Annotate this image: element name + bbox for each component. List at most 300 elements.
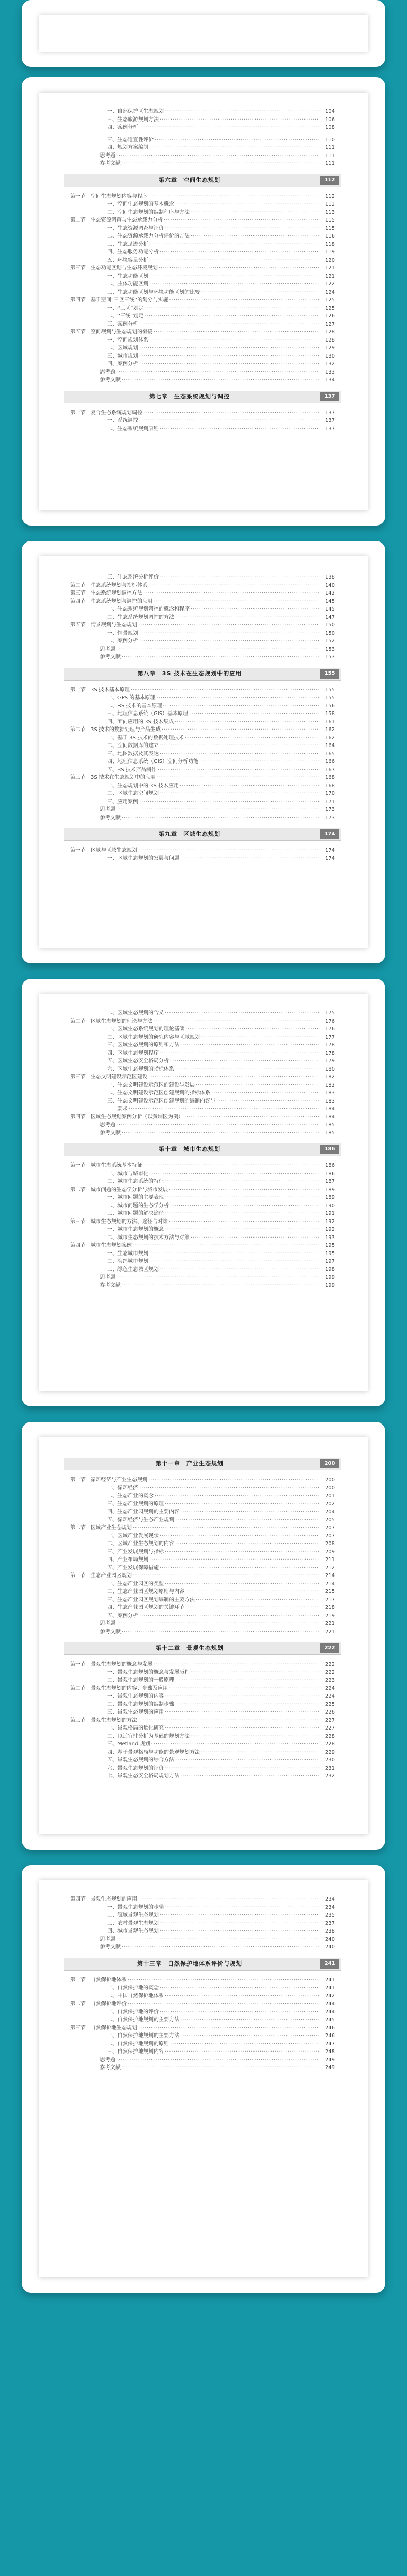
toc-leader-dots xyxy=(175,614,319,621)
toc-subsection-entry[interactable] xyxy=(70,1613,335,1620)
chapter-heading[interactable] xyxy=(64,828,341,841)
toc-leader-dots xyxy=(199,758,319,766)
toc-entry-label: 第二节 城市问题的生态学分析与城市发展 xyxy=(70,1187,168,1193)
toc-subsection-entry[interactable] xyxy=(70,1082,335,1089)
toc-entry-page-number: 121 xyxy=(325,273,335,279)
toc-subsection-entry[interactable] xyxy=(70,1171,335,1178)
toc-entry-label: 参考文献 xyxy=(100,1282,121,1289)
toc-subsection-entry[interactable] xyxy=(70,273,335,280)
toc-reference-entry[interactable] xyxy=(70,369,335,376)
toc-subsection-entry[interactable] xyxy=(70,1588,335,1596)
toc-entry-page-number: 241 xyxy=(325,1985,335,1991)
toc-section-entry[interactable] xyxy=(70,217,335,224)
toc-section-entry[interactable] xyxy=(70,687,335,694)
toc-entry-label: 二、景观生态规划的一般原理 xyxy=(107,1677,174,1683)
toc-entry-page-number: 241 xyxy=(325,1977,335,1983)
toc-entry-page-number: 164 xyxy=(325,743,335,749)
toc-subsection-entry[interactable] xyxy=(70,1485,335,1492)
toc-subsection-entry[interactable] xyxy=(70,321,335,328)
toc-entry-page-number: 153 xyxy=(325,646,335,652)
toc-leader-dots xyxy=(191,606,319,613)
toc-entry-page-number: 126 xyxy=(325,313,335,319)
toc-subsection-entry[interactable] xyxy=(70,345,335,352)
toc-leader-dots xyxy=(128,1977,319,1984)
toc-subsection-entry[interactable] xyxy=(70,719,335,726)
toc-entry-label: 思考题 xyxy=(100,1621,115,1626)
toc-subsection-entry[interactable] xyxy=(70,1669,335,1676)
toc-entry-label: 第四节 城市生态规划案例 xyxy=(70,1243,132,1248)
toc-subsection-entry[interactable] xyxy=(70,124,335,131)
toc-reference-entry[interactable] xyxy=(70,815,335,822)
toc-subsection-entry[interactable] xyxy=(70,417,335,425)
toc-subsection-entry[interactable] xyxy=(70,694,335,702)
toc-section-entry[interactable] xyxy=(70,1717,335,1724)
toc-subsection-entry[interactable] xyxy=(70,1597,335,1604)
toc-subsection-entry[interactable] xyxy=(70,710,335,718)
toc-entry-page-number: 186 xyxy=(325,1171,335,1177)
toc-subsection-entry[interactable] xyxy=(70,1677,335,1684)
toc-subsection-entry[interactable] xyxy=(70,1226,335,1233)
toc-entry-page-number: 224 xyxy=(325,1685,335,1691)
toc-subsection-entry[interactable] xyxy=(70,1258,335,1265)
toc-reference-entry[interactable] xyxy=(70,2057,335,2064)
toc-subsection-entry[interactable] xyxy=(70,249,335,256)
toc-subsection-entry[interactable] xyxy=(70,144,335,151)
toc-section-entry[interactable] xyxy=(70,297,335,304)
toc-subsection-entry[interactable] xyxy=(70,1928,335,1935)
toc-leader-dots xyxy=(165,1226,319,1233)
toc-reference-entry[interactable] xyxy=(70,2064,335,2072)
toc-subsection-entry[interactable] xyxy=(70,1098,335,1105)
toc-subsection-entry[interactable] xyxy=(70,1178,335,1185)
toc-leader-dots xyxy=(160,1920,319,1927)
toc-subsection-entry[interactable] xyxy=(70,1266,335,1274)
toc-entry-page-number: 104 xyxy=(325,109,335,114)
toc-subsection-entry[interactable] xyxy=(70,1773,335,1780)
toc-leader-dots xyxy=(175,1677,319,1684)
toc-leader-dots xyxy=(116,1274,319,1281)
chapter-page-number: 155 xyxy=(320,669,339,679)
toc-subsection-entry[interactable] xyxy=(70,1709,335,1716)
chapter-title: 第九章 区域生态规划 xyxy=(159,831,221,837)
toc-subsection-entry[interactable] xyxy=(70,1066,335,1073)
toc-entry-label: 参考文献 xyxy=(100,1944,121,1950)
toc-entry-label: 参考文献 xyxy=(100,377,121,383)
toc-leader-dots xyxy=(116,369,319,376)
toc-entry-label: 一、情景规划 xyxy=(107,630,138,636)
toc-entry-page-number: 162 xyxy=(325,727,335,733)
toc-subsection-entry[interactable] xyxy=(70,289,335,296)
toc-entry-label: 二、区域生态规划的含义 xyxy=(107,1010,164,1016)
toc-subsection-entry[interactable] xyxy=(70,606,335,613)
toc-subsection-entry[interactable] xyxy=(70,1509,335,1516)
toc-subsection-entry[interactable] xyxy=(70,1912,335,1919)
toc-subsection-entry[interactable] xyxy=(70,1234,335,1242)
toc-entry-label: 要求 xyxy=(107,1106,128,1112)
toc-reference-entry[interactable] xyxy=(70,1122,335,1129)
toc-entry-page-number: 205 xyxy=(325,1517,335,1523)
toc-subsection-entry[interactable] xyxy=(70,2009,335,2016)
toc-subsection-entry[interactable] xyxy=(70,337,335,344)
toc-section-entry[interactable] xyxy=(70,410,335,417)
toc-leader-dots xyxy=(139,1613,319,1620)
toc-entry-page-number: 173 xyxy=(325,807,335,812)
toc-section-entry[interactable] xyxy=(70,2001,335,2008)
toc-leader-dots xyxy=(175,1757,319,1764)
toc-leader-dots xyxy=(165,1725,319,1732)
toc-subsection-entry[interactable] xyxy=(70,783,335,790)
toc-leader-dots xyxy=(138,1717,319,1724)
toc-subsection-entry[interactable] xyxy=(70,1549,335,1556)
toc-section-entry[interactable] xyxy=(70,193,335,200)
toc-reference-entry[interactable] xyxy=(70,377,335,384)
toc-section-entry[interactable] xyxy=(70,329,335,336)
toc-subsection-entry[interactable] xyxy=(70,1010,335,1017)
toc-entry-page-number: 137 xyxy=(325,418,335,423)
toc-subsection-entry[interactable] xyxy=(70,209,335,216)
toc-subsection-entry[interactable] xyxy=(70,630,335,637)
toc-subsection-entry[interactable] xyxy=(70,790,335,798)
toc-subsection-entry[interactable] xyxy=(70,1210,335,1217)
toc-entry-label: 第三节 景观生态规划的方法 xyxy=(70,1717,137,1723)
toc-leader-dots xyxy=(122,815,319,822)
toc-subsection-entry[interactable] xyxy=(70,257,335,264)
toc-entry-label: 第一节 循环经济与产业生态规划 xyxy=(70,1477,147,1483)
toc-subsection-entry[interactable] xyxy=(70,2016,335,2024)
toc-entry-page-number: 137 xyxy=(325,426,335,432)
toc-entry-label: 第四节 生态系统规划与调控的应用 xyxy=(70,598,152,604)
toc-leader-dots xyxy=(165,1581,319,1588)
toc-entry-label: 四、规划方案编制 xyxy=(107,145,148,150)
toc-reference-entry[interactable] xyxy=(70,1629,335,1636)
toc-subsection-entry[interactable] xyxy=(70,799,335,806)
toc-section-entry[interactable] xyxy=(70,1114,335,1121)
toc-entry-label: 四、城市景观生态规划 xyxy=(107,1928,159,1934)
toc-entry-label: 二、城市生态规划的技术方法与对策 xyxy=(107,1234,190,1241)
toc-entry-label: 二、生态文明建设示范区创建规划的指标体系 xyxy=(107,1090,210,1096)
toc-page-frame-2 xyxy=(22,77,385,526)
toc-entry-page-number: 200 xyxy=(325,1477,335,1483)
toc-entry-label: 五、产业发展保障措施 xyxy=(107,1565,159,1571)
toc-subsection-entry[interactable] xyxy=(70,361,335,368)
toc-entry-page-number: 115 xyxy=(325,225,335,231)
toc-entry-page-number: 111 xyxy=(325,152,335,159)
toc-section-entry[interactable] xyxy=(70,1187,335,1194)
toc-section-entry[interactable] xyxy=(70,590,335,597)
toc-entry-page-number: 207 xyxy=(325,1533,335,1539)
toc-subsection-entry[interactable] xyxy=(70,1725,335,1732)
toc-reference-entry[interactable] xyxy=(70,806,335,814)
toc-section-entry[interactable] xyxy=(70,847,335,854)
toc-leader-dots xyxy=(185,1026,319,1033)
toc-entry-page-number: 202 xyxy=(325,1501,335,1507)
toc-subsection-entry[interactable] xyxy=(70,426,335,433)
toc-entry-page-number: 171 xyxy=(325,799,335,805)
toc-subsection-entry[interactable] xyxy=(70,116,335,124)
toc-entry-label: 四、生态产业园区规划的关键环节 xyxy=(107,1605,184,1611)
toc-subsection-entry[interactable] xyxy=(70,1733,335,1740)
toc-section-entry[interactable] xyxy=(70,2025,335,2032)
toc-reference-entry[interactable] xyxy=(70,160,335,167)
toc-leader-dots xyxy=(160,249,319,256)
toc-subsection-entry[interactable] xyxy=(70,313,335,320)
toc-leader-dots xyxy=(175,1066,319,1073)
chapter-page-number: 112 xyxy=(320,176,339,185)
toc-subsection-entry[interactable] xyxy=(70,703,335,710)
toc-subsection-entry[interactable] xyxy=(70,1741,335,1748)
toc-entry-label: 思考题 xyxy=(100,1936,115,1942)
toc-section-entry[interactable] xyxy=(70,726,335,734)
toc-subsection-entry[interactable] xyxy=(70,241,335,248)
toc-page-3 xyxy=(39,556,368,948)
toc-subsection-entry[interactable] xyxy=(70,1540,335,1548)
toc-subsection-entry[interactable] xyxy=(70,1042,335,1049)
toc-subsection-entry[interactable] xyxy=(70,353,335,360)
toc-subsection-entry[interactable] xyxy=(70,1026,335,1033)
toc-entry-page-number: 168 xyxy=(325,775,335,781)
toc-leader-dots xyxy=(165,1549,319,1556)
toc-entry-page-number: 238 xyxy=(325,1928,335,1934)
toc-leader-dots xyxy=(139,799,319,806)
toc-entry-label: 第二节 景观生态规划的内容、步骤及应用 xyxy=(70,1685,168,1691)
toc-subsection-entry[interactable] xyxy=(70,281,335,288)
toc-subsection-entry[interactable] xyxy=(70,1106,335,1113)
toc-subsection-entry[interactable] xyxy=(70,574,335,581)
toc-subsection-entry[interactable] xyxy=(70,1501,335,1508)
toc-section-entry[interactable] xyxy=(70,1074,335,1081)
toc-entry-page-number: 195 xyxy=(325,1250,335,1257)
toc-leader-dots xyxy=(133,1242,319,1249)
toc-subsection-entry[interactable] xyxy=(70,2048,335,2056)
toc-entry-label: 第五节 空间规划与生态规划的衔接 xyxy=(70,329,152,335)
toc-entry-page-number: 106 xyxy=(325,116,335,123)
toc-entry-page-number: 178 xyxy=(325,1042,335,1048)
toc-subsection-entry[interactable] xyxy=(70,1556,335,1564)
toc-entry-page-number: 128 xyxy=(325,337,335,343)
toc-reference-entry[interactable] xyxy=(70,1936,335,1943)
toc-section-entry[interactable] xyxy=(70,1977,335,1984)
toc-subsection-entry[interactable] xyxy=(70,614,335,621)
toc-entry-label: 四、面向应用的 3S 技术集成 xyxy=(107,719,174,725)
toc-leader-dots xyxy=(180,783,319,790)
toc-entry-page-number: 201 xyxy=(325,1493,335,1499)
toc-section-entry[interactable] xyxy=(70,1242,335,1249)
toc-section-entry[interactable] xyxy=(70,1572,335,1580)
toc-leader-dots xyxy=(139,124,319,131)
toc-section-entry[interactable] xyxy=(70,1162,335,1170)
toc-entry-page-number: 248 xyxy=(325,2049,335,2055)
toc-section-entry[interactable] xyxy=(70,1477,335,1484)
toc-subsection-entry[interactable] xyxy=(70,1194,335,1201)
toc-subsection-entry[interactable] xyxy=(70,638,335,645)
toc-entry-page-number: 237 xyxy=(325,1920,335,1926)
toc-subsection-entry[interactable] xyxy=(70,1749,335,1756)
toc-subsection-entry[interactable] xyxy=(70,1493,335,1500)
toc-subsection-entry[interactable] xyxy=(70,751,335,758)
toc-leader-dots xyxy=(165,1904,319,1911)
toc-subsection-entry[interactable] xyxy=(70,1517,335,1524)
toc-leader-dots xyxy=(155,1493,319,1500)
toc-leader-dots xyxy=(160,751,319,758)
chapter-heading[interactable] xyxy=(64,1642,341,1655)
toc-entry-label: 五、循环经济与生态产业规划 xyxy=(107,1517,174,1523)
toc-leader-dots xyxy=(148,1477,319,1484)
toc-subsection-entry[interactable] xyxy=(70,1250,335,1258)
toc-subsection-entry[interactable] xyxy=(70,1985,335,1992)
toc-entry-page-number: 113 xyxy=(325,209,335,215)
toc-reference-entry[interactable] xyxy=(70,654,335,661)
toc-entry-label: 三、生态文明建设示范区创建规划的编制内容与 xyxy=(107,1098,215,1104)
toc-subsection-entry[interactable] xyxy=(70,137,335,144)
toc-subsection-entry[interactable] xyxy=(70,225,335,232)
toc-section-entry[interactable] xyxy=(70,1218,335,1226)
toc-subsection-entry[interactable] xyxy=(70,2032,335,2040)
toc-entry-label: 一、区域生态系统规划的理论基础 xyxy=(107,1026,184,1032)
toc-section-entry[interactable] xyxy=(70,1661,335,1668)
toc-subsection-entry[interactable] xyxy=(70,201,335,208)
toc-entry-page-number: 177 xyxy=(325,1034,335,1040)
toc-leader-dots xyxy=(149,144,319,151)
toc-reference-entry[interactable] xyxy=(70,1620,335,1628)
toc-entry-label: 参考文献 xyxy=(100,161,121,166)
toc-leader-dots xyxy=(116,152,319,160)
toc-entry-label: 三、城市规划 xyxy=(107,353,138,359)
toc-entry-page-number: 147 xyxy=(325,614,335,620)
toc-entry-page-number: 128 xyxy=(325,329,335,335)
toc-subsection-entry[interactable] xyxy=(70,1565,335,1572)
toc-reference-entry[interactable] xyxy=(70,152,335,160)
toc-subsection-entry[interactable] xyxy=(70,1533,335,1540)
toc-entry-page-number: 180 xyxy=(325,1066,335,1072)
toc-subsection-entry[interactable] xyxy=(70,1581,335,1588)
toc-subsection-entry[interactable] xyxy=(70,1765,335,1772)
toc-entry-label: 第三节 生态功能区划与生态环境规划 xyxy=(70,265,158,271)
chapter-heading[interactable] xyxy=(64,1458,341,1470)
toc-subsection-entry[interactable] xyxy=(70,1050,335,1057)
toc-subsection-entry[interactable] xyxy=(70,1202,335,1210)
toc-entry-label: 三、生态产业园区规划编制的主要方法 xyxy=(107,1597,195,1603)
toc-entry-page-number: 185 xyxy=(325,1122,335,1128)
toc-leader-dots xyxy=(165,1693,319,1700)
toc-subsection-entry[interactable] xyxy=(70,108,335,115)
toc-leader-dots xyxy=(165,1010,319,1017)
toc-subsection-entry[interactable] xyxy=(70,1757,335,1764)
toc-page-frame-1 xyxy=(22,0,385,67)
toc-section-entry[interactable] xyxy=(70,1524,335,1532)
chapter-heading[interactable] xyxy=(64,1143,341,1156)
toc-subsection-entry[interactable] xyxy=(70,1904,335,1911)
toc-entry-page-number: 111 xyxy=(325,161,335,166)
toc-subsection-entry[interactable] xyxy=(70,758,335,766)
toc-section-entry[interactable] xyxy=(70,1685,335,1692)
toc-section-entry[interactable] xyxy=(70,774,335,782)
toc-entry-label: 思考题 xyxy=(100,152,115,159)
toc-entry-label: 三、区域生态规划的原则和方法 xyxy=(107,1042,179,1048)
toc-subsection-entry[interactable] xyxy=(70,855,335,862)
toc-leader-dots xyxy=(160,1266,319,1274)
toc-entry-page-number: 191 xyxy=(325,1211,335,1216)
toc-entry-page-number: 212 xyxy=(325,1565,335,1571)
toc-leader-dots xyxy=(128,2001,319,2008)
toc-subsection-entry[interactable] xyxy=(70,305,335,312)
toc-reference-entry[interactable] xyxy=(70,646,335,653)
chapter-heading[interactable] xyxy=(64,1958,341,1971)
toc-entry-page-number: 140 xyxy=(325,582,335,588)
toc-entry-label: 一、城市问题的主要表现 xyxy=(107,1195,164,1200)
toc-entry-page-number: 240 xyxy=(325,1944,335,1950)
toc-subsection-entry[interactable] xyxy=(70,1701,335,1708)
toc-entry-label: 一、空间规划体系 xyxy=(107,337,148,343)
toc-leader-dots xyxy=(143,590,319,597)
chapter-heading[interactable] xyxy=(64,174,341,187)
toc-entry-page-number: 247 xyxy=(325,2041,335,2047)
toc-section-entry[interactable] xyxy=(70,265,335,272)
toc-leader-dots xyxy=(158,767,319,774)
toc-entry-label: 三、案例分析 xyxy=(107,321,138,327)
toc-subsection-entry[interactable] xyxy=(70,1058,335,1065)
toc-reference-entry[interactable] xyxy=(70,1282,335,1290)
toc-entry-page-number: 189 xyxy=(325,1187,335,1193)
toc-leader-dots xyxy=(160,426,319,433)
toc-leader-dots xyxy=(196,1082,319,1089)
toc-entry-page-number: 185 xyxy=(325,1130,335,1136)
chapter-heading[interactable] xyxy=(64,668,341,681)
toc-entry-page-number: 199 xyxy=(325,1275,335,1280)
chapter-heading[interactable] xyxy=(64,391,341,403)
toc-section-entry[interactable] xyxy=(70,622,335,629)
toc-entry-label: 思考题 xyxy=(100,1122,115,1128)
toc-subsection-entry[interactable] xyxy=(70,1993,335,2000)
toc-subsection-entry[interactable] xyxy=(70,1920,335,1927)
toc-entry-page-number: 137 xyxy=(325,410,335,416)
toc-entry-label: 二、城市生态系统的特征 xyxy=(107,1179,164,1184)
toc-entry-page-number: 183 xyxy=(325,1098,335,1104)
toc-subsection-entry[interactable] xyxy=(70,233,335,240)
toc-entry-label: 三、应用案例 xyxy=(107,799,138,805)
toc-subsection-entry[interactable] xyxy=(70,742,335,750)
toc-entry-label: 三、生态旅游规划方法 xyxy=(107,116,159,123)
toc-subsection-entry[interactable] xyxy=(70,735,335,742)
toc-entry-page-number: 145 xyxy=(325,606,335,612)
toc-leader-dots xyxy=(163,703,319,710)
toc-leader-dots xyxy=(180,855,319,862)
toc-leader-dots xyxy=(138,2025,319,2032)
toc-entry-page-number: 217 xyxy=(325,1597,335,1603)
toc-reference-entry[interactable] xyxy=(70,1944,335,1951)
toc-subsection-entry[interactable] xyxy=(70,767,335,774)
toc-subsection-entry[interactable] xyxy=(70,1090,335,1097)
toc-page-frame-5 xyxy=(22,1422,385,1850)
toc-section-entry[interactable] xyxy=(70,1018,335,1025)
toc-entry-label: 二、区域生态规划的研究内容与区域规划 xyxy=(107,1034,200,1040)
toc-entry-label: 二、流域景观生态规划 xyxy=(107,1912,159,1918)
toc-subsection-entry[interactable] xyxy=(70,2041,335,2048)
chapter-page-number: 222 xyxy=(320,1643,339,1653)
toc-entry-label: 思考题 xyxy=(100,646,115,652)
toc-subsection-entry[interactable] xyxy=(70,1693,335,1700)
toc-reference-entry[interactable] xyxy=(70,1130,335,1137)
toc-leader-dots xyxy=(160,2009,319,2016)
toc-section-entry[interactable] xyxy=(70,1896,335,1903)
toc-entry-page-number: 125 xyxy=(325,297,335,303)
toc-subsection-entry[interactable] xyxy=(70,1604,335,1612)
toc-subsection-entry[interactable] xyxy=(70,1034,335,1041)
toc-entry-page-number: 227 xyxy=(325,1717,335,1723)
toc-leader-dots xyxy=(175,1517,319,1524)
toc-section-entry[interactable] xyxy=(70,598,335,605)
toc-reference-entry[interactable] xyxy=(70,1274,335,1281)
toc-section-entry[interactable] xyxy=(70,582,335,589)
